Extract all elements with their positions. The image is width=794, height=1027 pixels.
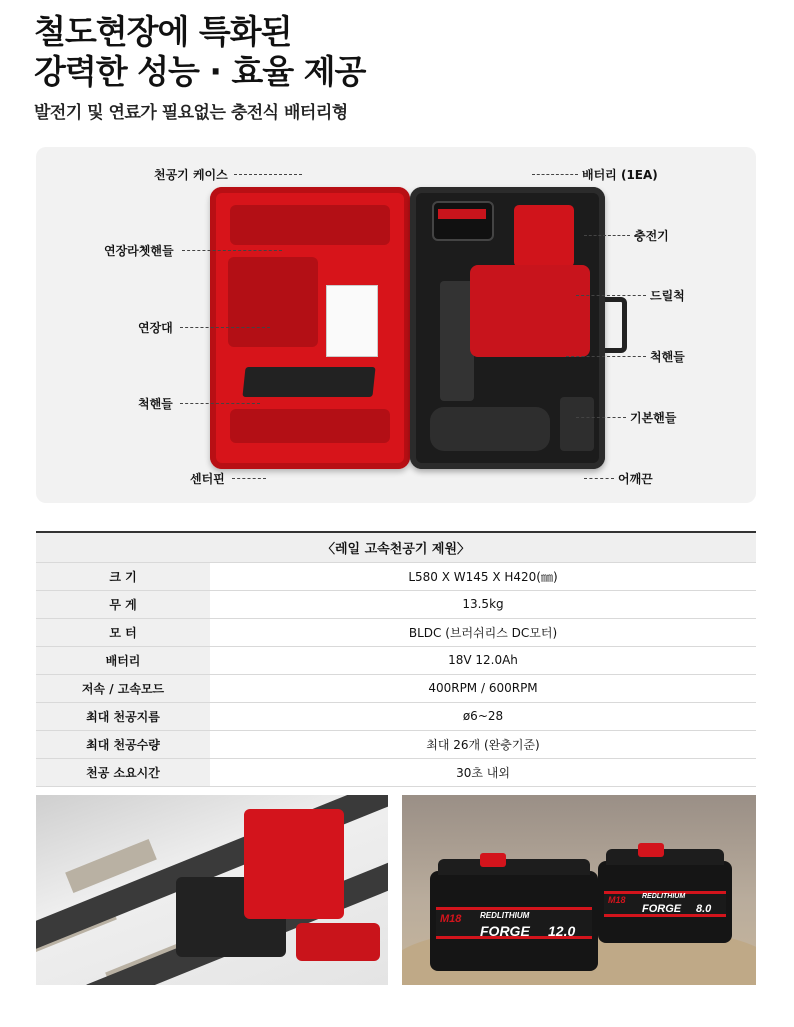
spec-value: 400RPM / 600RPM (210, 674, 756, 702)
callout-charger: 충전기 (634, 229, 669, 243)
callout-chuck-handle-left: 척핸들 (138, 397, 173, 411)
spec-label: 저속 / 고속모드 (36, 674, 210, 702)
rail-drill-photo (36, 795, 388, 985)
spec-value: 30초 내외 (210, 758, 756, 786)
callout-shoulder-strap: 어깨끈 (618, 472, 653, 486)
table-row (36, 618, 756, 646)
battery-brand: M18 (440, 913, 462, 925)
spec-label: 모 터 (36, 618, 210, 646)
drill-column (440, 281, 474, 401)
leader-line (180, 403, 260, 404)
product-case-panel (36, 147, 756, 503)
callout-drill-chuck: 드릴척 (650, 289, 685, 303)
spec-value: 13.5kg (210, 590, 756, 618)
handle-slot (560, 397, 594, 451)
spec-value: BLDC (브러쉬리스 DC모터) (210, 618, 756, 646)
spec-value: L580 X W145 X H420(㎜) (210, 562, 756, 590)
spec-value: 최대 26개 (완충기준) (210, 730, 756, 758)
table-row (36, 646, 756, 674)
leader-line (584, 235, 630, 236)
battery-capacity: 8.0 (696, 903, 712, 915)
spec-label: 무 게 (36, 590, 210, 618)
leader-line (180, 327, 270, 328)
battery-photo (402, 795, 756, 985)
battery-8ah (598, 861, 732, 943)
drill-motor (296, 923, 380, 961)
case-carry-handle (605, 297, 627, 353)
leader-line (232, 478, 266, 479)
table-row (36, 758, 756, 786)
spec-label: 천공 소요시간 (36, 758, 210, 786)
manual-sheet (326, 285, 378, 357)
spec-label: 배터리 (36, 646, 210, 674)
page-headline (34, 12, 365, 92)
headline-line-2: 강력한 성능 · 효율 제공 (34, 52, 366, 91)
table-row (36, 562, 756, 590)
case-slot (230, 409, 390, 443)
case-slot (230, 205, 390, 245)
table-row (36, 730, 756, 758)
table-row (36, 590, 756, 618)
case-base-black (410, 187, 605, 469)
battery-pack (432, 201, 494, 241)
table-row (36, 702, 756, 730)
battery-brand: M18 (608, 895, 626, 905)
battery-capacity: 12.0 (548, 923, 576, 939)
spec-label: 크 기 (36, 562, 210, 590)
leader-line (182, 250, 282, 251)
spec-label: 최대 천공수량 (36, 730, 210, 758)
leader-line (576, 295, 646, 296)
spec-table (36, 531, 756, 787)
battery-12ah (430, 871, 598, 971)
spec-table-title-row (36, 532, 756, 562)
callout-drill-case: 천공기 케이스 (154, 168, 228, 182)
tool-tray (242, 367, 375, 397)
callout-extension: 연장대 (138, 321, 173, 335)
leader-line (576, 417, 626, 418)
leader-line (566, 356, 646, 357)
battery-product: FORGE (642, 903, 682, 915)
battery-line: REDLITHIUM (480, 911, 530, 920)
battery-line: REDLITHIUM (642, 893, 686, 900)
leader-line (584, 478, 614, 479)
spec-value: ø6~28 (210, 702, 756, 730)
case-lid-red (210, 187, 410, 469)
leader-line (532, 174, 578, 175)
page-subheadline: 발전기 및 연료가 필요없는 충전식 배터리형 (34, 103, 348, 123)
callout-battery: 배터리 (1EA) (582, 168, 658, 182)
callout-ext-ratchet: 연장라쳇핸들 (104, 244, 174, 258)
spec-table-title: 〈레일 고속천공기 제원〉 (36, 532, 756, 562)
drill-housing (244, 809, 344, 919)
battery-product: FORGE (480, 923, 530, 939)
callout-basic-handle: 기본핸들 (630, 411, 677, 425)
spec-value: 18V 12.0Ah (210, 646, 756, 674)
headline-line-1: 철도현장에 특화된 (34, 12, 292, 51)
drill-body (470, 265, 590, 357)
callout-chuck-handle-right: 척핸들 (650, 350, 685, 364)
charger-unit (514, 205, 574, 267)
callout-center-pin: 센터핀 (190, 472, 225, 486)
case-slot (228, 257, 318, 347)
rail-clamp (430, 407, 550, 451)
spec-label: 최대 천공지름 (36, 702, 210, 730)
table-row (36, 674, 756, 702)
leader-line (234, 174, 302, 175)
